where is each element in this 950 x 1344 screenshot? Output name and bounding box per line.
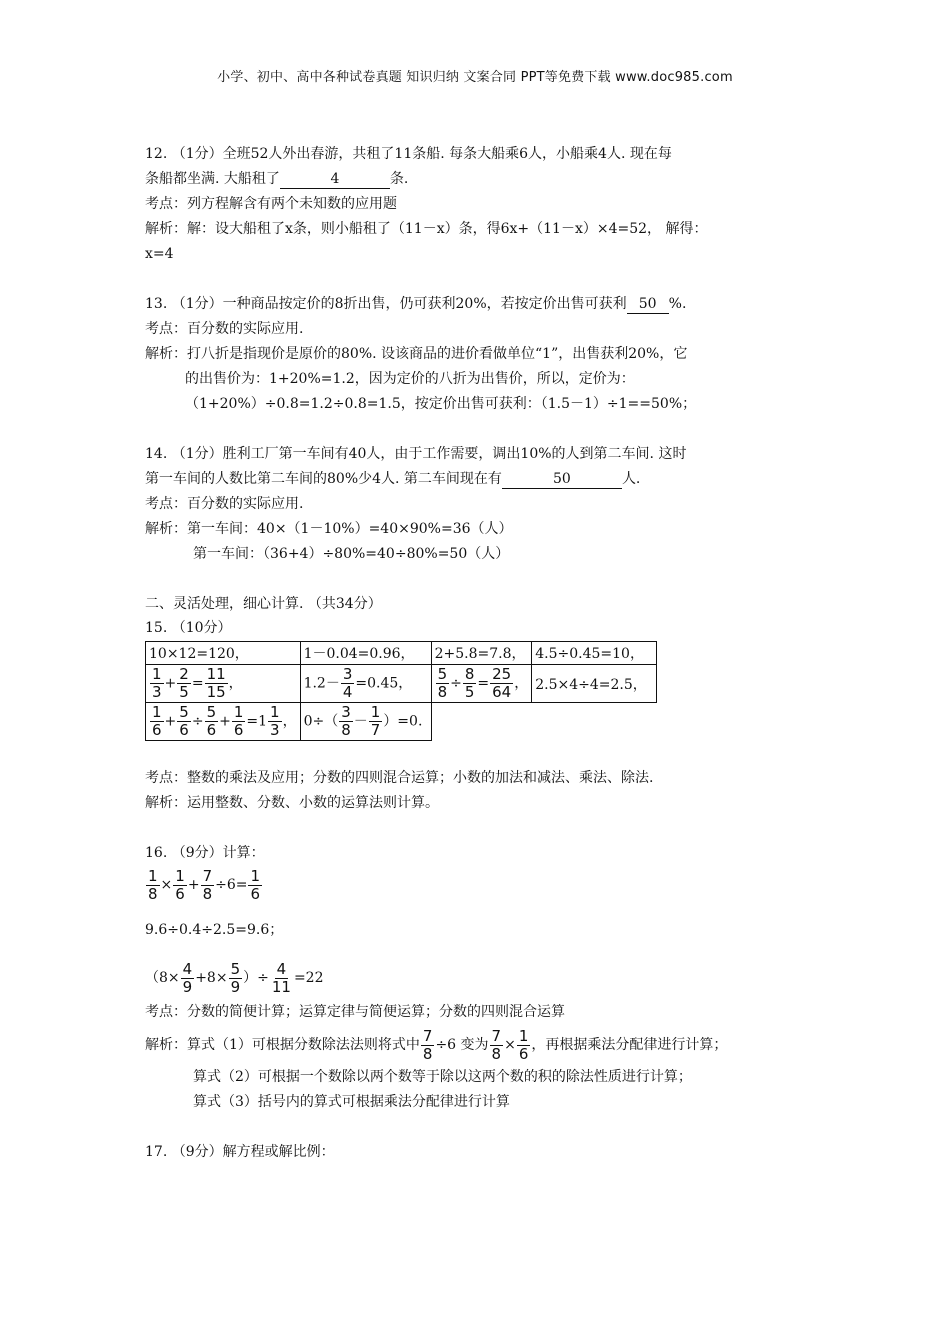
fraction xyxy=(173,868,187,903)
numerator: 1 xyxy=(152,703,162,721)
punctuation: ， xyxy=(514,675,529,692)
q15-jiexi: 解析：运用整数、分数、小数的运算法则计算。 xyxy=(145,795,439,811)
q16-kaodian: 考点：分数的简便计算；运算定律与简便运算；分数的四则混合运算 xyxy=(145,1004,565,1020)
denominator: 5 xyxy=(179,683,189,701)
fraction xyxy=(490,666,513,701)
numerator: 1 xyxy=(270,703,280,721)
q13-kaodian: 考点：百分数的实际应用. xyxy=(145,321,304,337)
denominator: 5 xyxy=(464,683,475,701)
q13-jiexi-line3: （1+20%）÷0.8=1.2÷0.8=1.5，按定价出售可获利：（1.5－1）÷1==50%； xyxy=(185,396,697,412)
denominator: 8 xyxy=(148,884,158,903)
table-row xyxy=(146,665,657,703)
table-row xyxy=(146,703,657,741)
expr-text: ÷6 变为 xyxy=(435,1037,489,1053)
expr-text: × xyxy=(504,1037,516,1053)
denominator: 6 xyxy=(233,721,244,739)
fraction xyxy=(268,704,282,739)
q16-expr-3 xyxy=(145,956,815,1000)
q16-expr-1 xyxy=(145,866,815,904)
question-13 xyxy=(145,292,815,417)
q16-jiexi-line3: 算式（3）括号内的算式可根据乘法分配律进行计算 xyxy=(193,1094,510,1110)
numerator: 7 xyxy=(491,1026,502,1045)
q14-line2 xyxy=(145,467,815,492)
q14-jiexi-line2: 第一车间：（36+4）÷80%=40÷80%=50（人） xyxy=(193,546,510,562)
q15-calc-table xyxy=(145,641,657,741)
fraction xyxy=(205,666,228,701)
expr-text: ）=0. xyxy=(383,713,423,730)
expr-text: （8× xyxy=(145,970,180,986)
question-16 xyxy=(145,841,815,1115)
q12-line2-post: 条. xyxy=(389,171,409,187)
fraction xyxy=(150,666,164,701)
fraction xyxy=(229,961,243,996)
numerator: 1 xyxy=(175,866,185,885)
fraction xyxy=(248,868,262,903)
denominator: 7 xyxy=(370,721,381,739)
numerator: 1 xyxy=(233,703,244,721)
numerator: 5 xyxy=(206,703,217,721)
operator: ÷ xyxy=(450,675,462,692)
table-cell: 4.5÷0.45=10， xyxy=(532,642,657,665)
table-cell: 2+5.8=7.8， xyxy=(431,642,532,665)
q12-line1: 12. （1分）全班52人外出春游，共租了11条船. 每条大船乘6人，小船乘4人. 现在每 xyxy=(145,146,672,162)
table-cell: 2.5×4÷4=2.5， xyxy=(532,665,657,703)
denominator: 8 xyxy=(437,683,448,701)
denominator: 11 xyxy=(271,977,291,996)
operator: － xyxy=(353,713,368,730)
numerator: 7 xyxy=(422,1026,433,1045)
denominator: 6 xyxy=(152,721,162,739)
q13-line1 xyxy=(145,292,815,317)
denominator: 8 xyxy=(341,721,351,739)
numerator: 4 xyxy=(182,959,193,978)
question-15 xyxy=(145,617,815,816)
q14-line1: 14. （1分）胜利工厂第一车间有40人，由于工作需要，调出10%的人到第二车间. 这时 xyxy=(145,446,687,462)
fraction xyxy=(490,1028,504,1063)
page-header: 小学、初中、高中各种试卷真题 知识归纳 文案合同 PPT等免费下载 www.doc985.com xyxy=(217,70,733,85)
table-cell-empty xyxy=(431,703,532,741)
q14-answer-blank: 50 xyxy=(502,470,622,489)
operator: + xyxy=(219,713,231,730)
fraction xyxy=(150,704,164,739)
table-cell xyxy=(431,665,532,703)
numerator: 7 xyxy=(202,866,213,885)
operator: = xyxy=(477,675,490,692)
q16-head: 16. （9分）计算： xyxy=(145,845,265,861)
fraction xyxy=(369,704,383,739)
denominator: 6 xyxy=(206,721,217,739)
expr-text: ÷6= xyxy=(215,877,248,893)
q12-line2 xyxy=(145,167,815,192)
numerator: 1 xyxy=(148,866,158,885)
section-2-title: 二、灵活处理，细心计算. （共34分） xyxy=(145,596,382,612)
numerator: 3 xyxy=(341,703,351,721)
q16-jiexi-line1 xyxy=(145,1025,815,1065)
table-cell: 10×12=120， xyxy=(146,642,301,665)
q13-jiexi-line1: 解析：打八折是指现价是原价的80%. 设该商品的进价看做单位“1”，出售获利20%，它 xyxy=(145,346,688,362)
fraction xyxy=(341,666,355,701)
expr-text: +8× xyxy=(195,970,228,986)
question-12 xyxy=(145,142,815,267)
denominator: 6 xyxy=(250,884,261,903)
operator: + xyxy=(164,675,177,692)
q13-jiexi-line2: 的出售价为：1+20%=1.2，因为定价的八折为出售价，所以，定价为： xyxy=(185,371,635,387)
table-cell xyxy=(300,665,431,703)
denominator: 9 xyxy=(182,977,193,996)
table-cell xyxy=(146,665,301,703)
table-cell xyxy=(146,703,301,741)
expr-text: =0.45， xyxy=(355,675,413,692)
numerator: 1 xyxy=(152,665,162,683)
fraction xyxy=(201,868,215,903)
expr-text: ）÷ xyxy=(243,970,269,986)
denominator: 6 xyxy=(518,1044,529,1063)
fraction xyxy=(205,704,219,739)
q12-kaodian: 考点：列方程解含有两个未知数的应用题 xyxy=(145,196,397,212)
q13-line1-pre: 13. （1分）一种商品按定价的8折出售，仍可获利20%，若按定价出售可获利 xyxy=(145,296,627,312)
q13-answer-blank: 50 xyxy=(627,295,669,314)
denominator: 15 xyxy=(206,683,226,701)
punctuation: ， xyxy=(282,713,297,730)
fraction xyxy=(177,704,191,739)
q17-head: 17. （9分）解方程或解比例： xyxy=(145,1144,335,1160)
numerator: 2 xyxy=(179,665,189,683)
denominator: 3 xyxy=(270,721,280,739)
operator: + xyxy=(164,713,177,730)
numerator: 25 xyxy=(492,665,512,683)
q14-line2-pre: 第一车间的人数比第二车间的80%少4人. 第二车间现在有 xyxy=(145,471,502,487)
fraction xyxy=(463,666,477,701)
expr-text: 1.2－ xyxy=(303,675,340,692)
q15-kaodian: 考点：整数的乘法及应用；分数的四则混合运算；小数的加法和减法、乘法、除法. xyxy=(145,770,654,786)
q14-line2-post: 人. xyxy=(621,471,641,487)
q12-jiexi-line1: 解析：解：设大船租了x条，则小船租了（11－x）条，得6x+（11－x）×4=52， 解得： xyxy=(145,221,708,237)
denominator: 9 xyxy=(230,977,241,996)
denominator: 64 xyxy=(492,683,512,701)
numerator: 8 xyxy=(464,665,475,683)
expr-text: 解析：算式（1）可根据分数除法法则将式中 xyxy=(145,1037,420,1053)
fraction xyxy=(517,1028,531,1063)
operator: + xyxy=(187,877,200,893)
numerator: 1 xyxy=(518,1026,529,1045)
fraction xyxy=(270,961,293,996)
fraction xyxy=(436,666,450,701)
expr-text: 0÷（ xyxy=(303,713,339,730)
table-cell-empty xyxy=(532,703,657,741)
table-cell: 1－0.04=0.96， xyxy=(300,642,431,665)
numerator: 5 xyxy=(179,703,189,721)
fraction xyxy=(146,868,160,903)
q14-kaodian: 考点：百分数的实际应用. xyxy=(145,496,304,512)
punctuation: ， xyxy=(228,675,243,692)
question-14 xyxy=(145,442,815,567)
expr-text: =22 xyxy=(293,970,324,986)
q12-answer-blank: 4 xyxy=(280,170,390,189)
operator: = xyxy=(191,675,204,692)
denominator: 8 xyxy=(202,884,213,903)
q14-jiexi-line1: 解析：第一车间：40×（1－10%）=40×90%=36（人） xyxy=(145,521,513,537)
q16-expr-2: 9.6÷0.4÷2.5=9.6； xyxy=(145,922,284,938)
numerator: 1 xyxy=(370,703,381,721)
q15-head: 15. （10分） xyxy=(145,620,232,636)
fraction xyxy=(421,1028,435,1063)
denominator: 3 xyxy=(152,683,162,701)
operator: =1 xyxy=(246,713,268,730)
numerator: 4 xyxy=(276,959,287,978)
numerator: 3 xyxy=(342,665,353,683)
document-body xyxy=(145,142,815,1165)
fraction xyxy=(232,704,246,739)
q13-line1-post: %. xyxy=(668,296,687,312)
fraction xyxy=(339,704,353,739)
q12-line2-pre: 条船都坐满. 大船租了 xyxy=(145,171,280,187)
fraction xyxy=(177,666,191,701)
q12-jiexi-line2: x=4 xyxy=(145,246,174,262)
denominator: 8 xyxy=(491,1044,502,1063)
table-row xyxy=(146,642,657,665)
numerator: 5 xyxy=(437,665,448,683)
denominator: 6 xyxy=(179,721,189,739)
numerator: 1 xyxy=(250,866,261,885)
numerator: 11 xyxy=(206,665,226,683)
denominator: 4 xyxy=(342,683,353,701)
fraction xyxy=(181,961,195,996)
expr-text: ，再根据乘法分配律进行计算； xyxy=(531,1037,728,1053)
operator: × xyxy=(160,877,173,893)
q16-jiexi-line2: 算式（2）可根据一个数除以两个数等于除以这两个数的积的除法性质进行计算； xyxy=(193,1069,692,1085)
numerator: 5 xyxy=(230,959,241,978)
denominator: 8 xyxy=(422,1044,433,1063)
table-cell xyxy=(300,703,431,741)
denominator: 6 xyxy=(175,884,185,903)
operator: ÷ xyxy=(191,713,204,730)
